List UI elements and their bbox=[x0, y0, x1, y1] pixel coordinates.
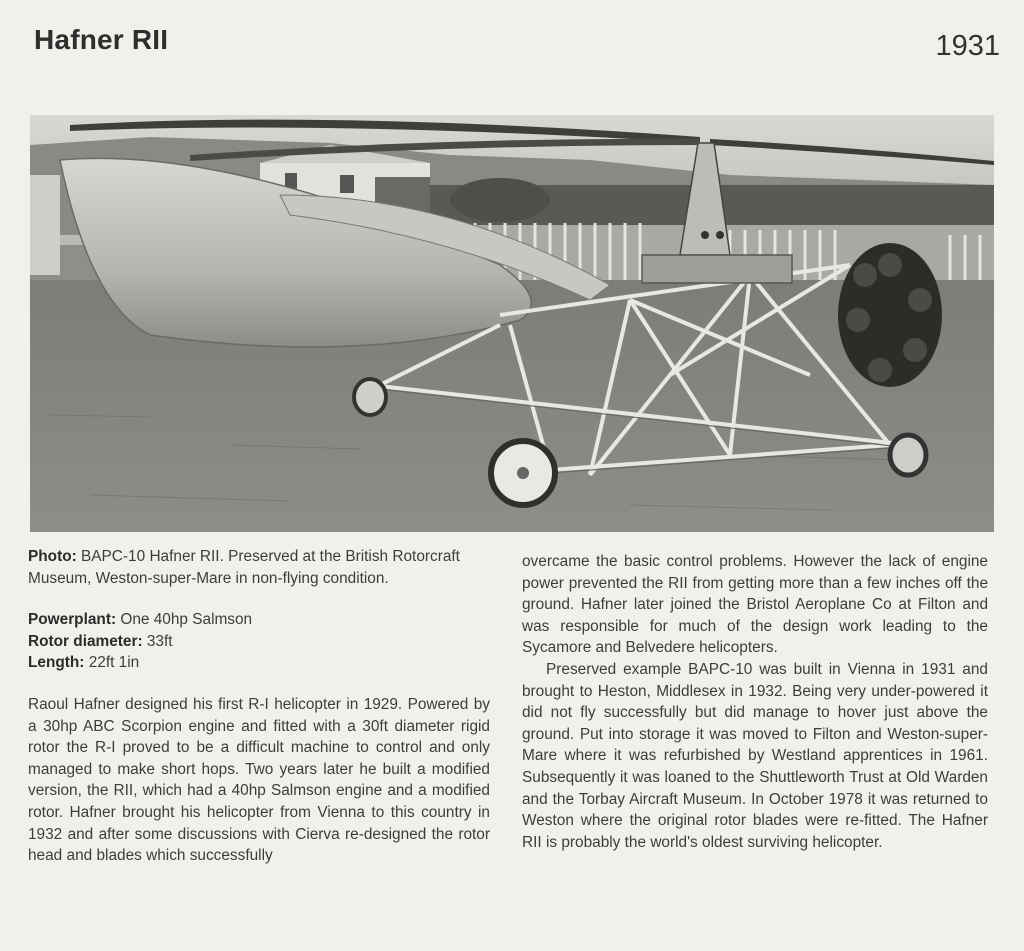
photo-caption-text: BAPC-10 Hafner RII. Preserved at the British Rotorcraft Museum, Weston-super-Mare in non-flying condition. bbox=[28, 548, 460, 587]
spec-rotor-diameter bbox=[28, 631, 490, 653]
helicopter-photo bbox=[30, 115, 994, 532]
body-paragraph-1: Raoul Hafner designed his first R-I helicopter in 1929. Powered by a 30hp ABC Scorpion engine and fitted with a 30ft diameter rigid rotor the R-I proved to be a difficult machine to control and only managed to make short hops. Two years later he built a modified version, the RII, which had a 40hp Salmson engine and a modified rotor. Hafner brought his helicopter from Vienna to this country in 1932 and after some discussions with Cierva re-designed the rotor head and blades which successfully bbox=[28, 695, 490, 865]
helicopter-illustration bbox=[30, 115, 994, 532]
page-title: Hafner RII bbox=[34, 24, 169, 55]
spec-rotor-diameter-value: 33ft bbox=[146, 632, 173, 650]
spec-powerplant-label: Powerplant: bbox=[28, 611, 117, 629]
spec-length bbox=[28, 652, 490, 674]
spec-powerplant-value: One 40hp Salmson bbox=[120, 611, 253, 629]
year-label: 1931 bbox=[935, 30, 1000, 62]
specifications bbox=[28, 609, 490, 674]
spec-length-value: 22ft 1in bbox=[88, 654, 140, 672]
left-column bbox=[28, 546, 490, 867]
right-column bbox=[522, 551, 988, 853]
spec-powerplant bbox=[28, 609, 490, 631]
photo-caption-label: Photo: bbox=[28, 548, 77, 565]
spec-length-label: Length: bbox=[28, 654, 85, 672]
spec-rotor-diameter-label: Rotor diameter: bbox=[28, 632, 143, 650]
photo-caption bbox=[28, 546, 490, 589]
body-paragraph-2: Preserved example BAPC-10 was built in Vienna in 1931 and brought to Heston, Middlesex in 1932. Being very under-powered it did not fly successfully but did manage to hover just above the ground. Put into storage it was moved to Filton and Weston-super-Mare where it was refurbished by Westland apprentices in 1961. Subsequently it was loaned to the Shuttleworth Trust at Old Warden and the Torbay Aircraft Museum. In October 1978 it was returned to Weston where the original rotor blades were re-fitted. The Hafner RII is probably the world's oldest surviving helicopter. bbox=[522, 660, 988, 851]
body-paragraph-1-continued: overcame the basic control problems. However the lack of engine power prevented the RII from getting more than a few inches off the ground. Hafner later joined the Bristol Aeroplane Co at Filton and was responsible for much of the design work leading to the Sycamore and Belvedere helicopters. bbox=[522, 553, 988, 657]
